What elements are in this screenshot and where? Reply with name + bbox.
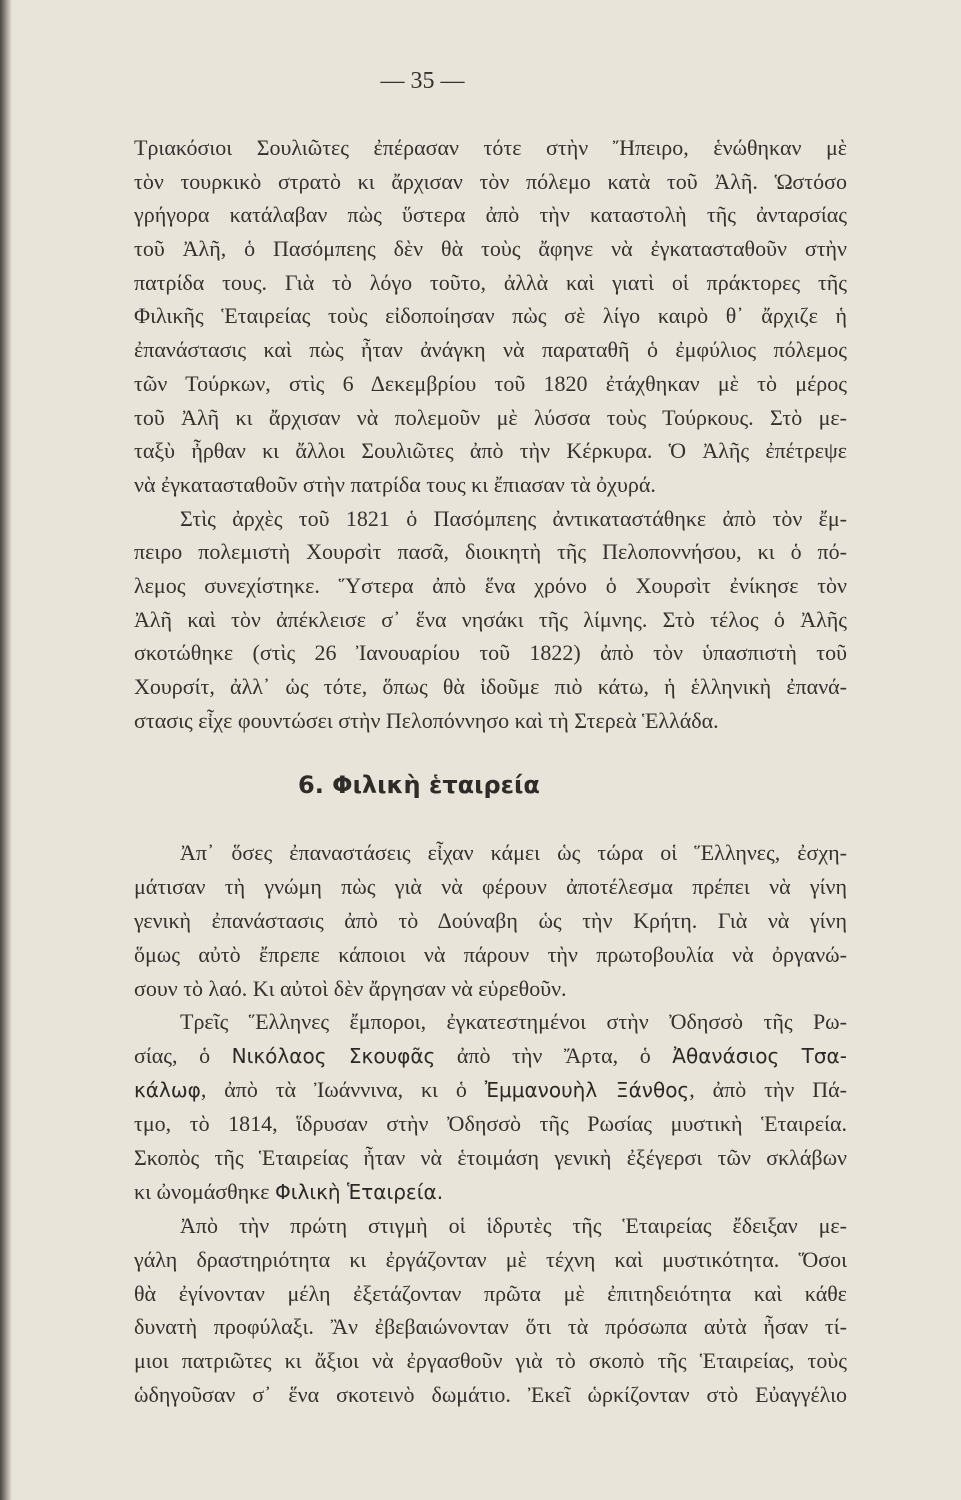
text-line: Χουρσίτ, ἀλλ᾿ ὡς τότε, ὅπως θὰ ἰδοῦμε πιὸ κάτω, ἡ ἑλληνικὴ ἐπανά-: [134, 674, 847, 699]
text-line: γενικὴ ἐπανάστασις ἀπὸ τὸ Δούναβη ὡς τὴν Κρήτη. Γιὰ νὰ γίνη: [134, 907, 847, 933]
paragraph: [134, 131, 848, 502]
text-line: τῶν Τούρκων, στὶς 6 Δεκεμβρίου τοῦ 1820 ἐτάχθηκαν μὲ τὸ μέρος: [134, 370, 847, 396]
text-segment: κι ὠνομάσθηκε: [134, 1178, 275, 1204]
text-line: λεμος συνεχίστηκε. Ὕστερα ἀπὸ ἕνα χρόνο ὁ Χουρσὶτ ἐνίκησε τὸν: [134, 572, 847, 598]
society-name: Φιλικὴ Ἑταιρεία.: [274, 1179, 444, 1204]
text-line: σουν τὸ λαό. Κι αὐτοὶ δὲν ἄργησαν νὰ εὑρεθοῦν.: [134, 975, 567, 1001]
text-line: [134, 1073, 848, 1107]
text-line: Στὶς ἀρχὲς τοῦ 1821 ὁ Πασόμπεης ἀντικαταστάθηκε ἀπὸ τὸν ἔμ-: [180, 505, 847, 531]
text-line: Σκοπὸς τῆς Ἑταιρείας ἦταν νὰ ἑτοιμάση γενικὴ ἐξέγερσι τῶν σκλάβων: [134, 1145, 847, 1171]
person-name: Νικόλαος Σκουφᾶς: [231, 1044, 436, 1069]
text-line: θὰ ἐγίνονταν μέλη ἐξετάζονταν πρῶτα μὲ ἐπιτηδειότητα καὶ κάθε: [134, 1280, 847, 1306]
text-line: [134, 1175, 848, 1209]
text-line: πατρίδα τους. Γιὰ τὸ λόγο τοῦτο, ἀλλὰ καὶ γιατὶ οἱ πράκτορες τῆς: [134, 269, 847, 295]
text-line: ὡδηγοῦσαν σ᾿ ἕνα σκοτεινὸ δωμάτιο. Ἐκεῖ ὡρκίζονταν στὸ Εὐαγγέλιο: [134, 1382, 847, 1408]
text-line: μάτισαν τὴ γνώμη πὼς γιὰ νὰ φέρουν ἀποτέλεσμα πρέπει νὰ γίνη: [134, 873, 847, 899]
page-edge-shadow: [0, 0, 12, 1500]
text-segment: , ἀπὸ τὰ Ἰωάννινα, κι ὁ: [200, 1077, 485, 1103]
text-line: γάλη δραστηριότητα κι ἐργάζονταν μὲ τέχνη καὶ μυστικότητα. Ὅσοι: [134, 1246, 847, 1272]
text-line: νὰ ἐγκατασταθοῦν στὴν πατρίδα τους κι ἔπιασαν τὰ ὀχυρά.: [134, 471, 656, 497]
person-name: Ἐμμανουὴλ Ξάνθος: [484, 1078, 690, 1103]
text-line: Τρεῖς Ἕλληνες ἔμποροι, ἐγκατεστημένοι στὴν Ὀδησσὸ τῆς Ρω-: [180, 1009, 847, 1035]
text-line: μιοι πατριῶτες κι ἄξιοι νὰ ἐργασθοῦν γιὰ τὸ σκοπὸ τῆς Ἑταιρείας, τοὺς: [134, 1348, 847, 1374]
text-section: [134, 131, 848, 737]
paragraph: [134, 836, 848, 1005]
text-segment: , ἀπὸ τὴν Πά-: [689, 1077, 847, 1103]
text-segment: ἀπὸ τὴν Ἄρτα, ὁ: [435, 1043, 673, 1069]
text-line: ταξὺ ἦρθαν κι ἄλλοι Σουλιῶτες ἀπὸ τὴν Κέρκυρα. Ὁ Ἀλῆς ἐπέτρεψε: [134, 438, 847, 464]
text-line: γρήγορα κατάλαβαν πὼς ὕστερα ἀπὸ τὴν καταστολὴ τῆς ἀνταρσίας: [134, 202, 847, 228]
text-line: τὸν τουρκικὸ στρατὸ κι ἄρχισαν τὸν πόλεμο κατὰ τοῦ Ἀλῆ. Ὡστόσο: [134, 168, 847, 194]
text-line: ὅμως αὐτὸ ἔπρεπε κάποιοι νὰ πάρουν τὴν πρωτοβουλία νὰ ὀργανώ-: [134, 941, 847, 967]
text-section: [134, 836, 848, 1412]
text-line: πειρο πολεμιστὴ Χουρσὶτ πασᾶ, διοικητὴ τῆς Πελοποννήσου, κι ὁ πό-: [134, 539, 847, 565]
text-line: ἐπανάστασις καὶ πὼς ἦταν ἀνάγκη νὰ παραταθῆ ὁ ἐμφύλιος πόλεμος: [134, 337, 847, 363]
text-line: τμο, τὸ 1814, ἵδρυσαν στὴν Ὀδησσὸ τῆς Ρωσίας μυστικὴ Ἑταιρεία.: [134, 1111, 847, 1137]
text-line: τοῦ Ἀλῆ, ὁ Πασόμπεης δὲν θὰ τοὺς ἄφηνε νὰ ἐγκατασταθοῦν στὴν: [134, 236, 847, 262]
text-line: [134, 1039, 848, 1073]
text-line: Ἀπὸ τὴν πρώτη στιγμὴ οἱ ἱδρυτὲς τῆς Ἑταιρείας ἔδειξαν με-: [180, 1212, 847, 1238]
person-name: Ἀθανάσιος Τσα-: [672, 1044, 847, 1069]
page-number: — 35 —: [380, 68, 465, 94]
text-line: σκοτώθηκε (στὶς 26 Ἰανουαρίου τοῦ 1822) ἀπὸ τὸν ὑπασπιστὴ τοῦ: [134, 640, 847, 666]
person-name: κάλωφ: [134, 1078, 201, 1103]
paragraph: [134, 1209, 848, 1412]
text-line: τοῦ Ἀλῆ κι ἄρχισαν νὰ πολεμοῦν μὲ λύσσα τοὺς Τούρκους. Στὸ με-: [134, 404, 847, 430]
text-line: Φιλικῆς Ἑταιρείας τοὺς εἰδοποίησαν πὼς σὲ λίγο καιρὸ θ᾿ ἄρχιζε ἡ: [134, 303, 847, 329]
text-line: στασις εἶχε φουντώσει στὴν Πελοπόννησο καὶ τὴ Στερεὰ Ἑλλάδα.: [134, 707, 719, 733]
text-segment: σίας, ὁ: [134, 1043, 232, 1069]
paragraph: [134, 1005, 848, 1208]
text-line: δυνατὴ προφύλαξι. Ἂν ἐβεβαιώνονταν ὅτι τὰ πρόσωπα αὐτὰ ἦσαν τί-: [134, 1314, 847, 1340]
section-heading: 6. Φιλικὴ ἑταιρεία: [298, 771, 540, 799]
paragraph: [134, 502, 848, 738]
text-line: Τριακόσιοι Σουλιῶτες ἐπέρασαν τότε στὴν Ἤπειρο, ἑνώθηκαν μὲ: [134, 135, 847, 160]
text-line: Ἀλῆ καὶ τὸν ἀπέκλεισε σ᾿ ἕνα νησάκι τῆς λίμνης. Στὸ τέλος ὁ Ἀλῆς: [134, 606, 847, 632]
text-line: Ἀπ᾿ ὅσες ἐπαναστάσεις εἶχαν κάμει ὡς τώρα οἱ Ἕλληνες, ἐσχη-: [180, 840, 847, 865]
